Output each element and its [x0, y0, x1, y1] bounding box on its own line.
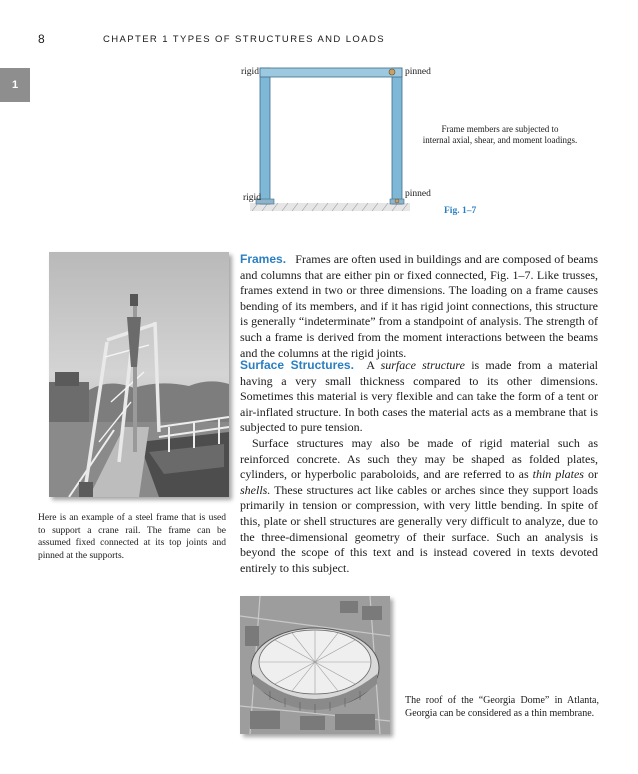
georgia-dome-caption: The roof of the “Georgia Dome” in Atlanta, Georgia can be considered as a thin membrane. [405, 695, 599, 719]
steel-frame-caption: Here is an example of a steel frame that is used to support a crane rail. The frame can be assumed fixed connected at its top joints and pinned at the supports. [38, 513, 226, 561]
surface-p2-a: Surface structures may also be made of rigid material such as reinforced concrete. As such they may be shaped as folded plates, cylinders, or hyperbolic paraboloids, and are referred to as [240, 435, 598, 482]
georgia-dome-photo [240, 596, 390, 734]
frames-section [240, 252, 598, 361]
surface-p2-or: or [583, 467, 598, 482]
surface-structures-section [240, 358, 598, 576]
surface-p2-b: These structures act like cables or arches since they support loads primarily in tension or compression, with very little bending. In spite of this, plate or shell structures are generally very difficult to analyze, due to the three-dimensional geometry of their surface. Such an analysis is beyond the scope of this text and is instead covered in texts devoted entirely to this subject. [240, 482, 598, 575]
surface-structure-term: surface structure [380, 358, 465, 372]
chapter-tab: 1 [0, 68, 30, 102]
left-column [260, 68, 270, 204]
frames-heading: Frames. [240, 252, 287, 266]
pin-connection-top [389, 69, 395, 75]
pin-connection-bottom [395, 199, 399, 203]
label-pinned-top: pinned [405, 67, 431, 77]
right-column [392, 68, 402, 204]
figure-caption [405, 124, 595, 146]
surface-p1-b: is made from a material having a very small thickness compared to its other dimensions. Sometimes this material is very flexible and can take the form of a tent or air-inflated structure. In both cases the material acts as a membrane that is subjected to pure tension. [240, 358, 598, 435]
surface-heading: Surface Structures. [240, 358, 354, 372]
figure-caption-line2: internal axial, shear, and moment loadings. [422, 135, 578, 145]
label-rigid-top: rigid [241, 67, 259, 77]
running-header: CHAPTER 1 TYPES OF STRUCTURES AND LOADS [103, 34, 385, 45]
figure-caption-line1: Frame members are subjected to [441, 124, 559, 134]
top-beam [260, 68, 402, 77]
steel-frame-photo [49, 252, 229, 497]
frames-paragraph: Frames are often used in buildings and are composed of beams and columns that are either pin or fixed connected, Fig. 1–7. Like trusses, frames extend in two or three dimensions. The loading on a frame causes bending of its members, and if it has rigid joint connections, this structure is generally “indeterminate” from a standpoint of analysis. The strength of such a frame is derived from the moment interactions between the beams and the columns at the rigid joints. [240, 252, 599, 360]
surface-p1-a: A [366, 358, 381, 372]
label-pinned-bottom: pinned [405, 189, 431, 199]
shells-term: shells. [240, 482, 271, 497]
thin-plates-term: thin plates [532, 467, 584, 482]
figure-label: Fig. 1–7 [444, 206, 477, 216]
label-rigid-bottom: rigid [243, 193, 261, 203]
page-number: 8 [38, 32, 45, 46]
